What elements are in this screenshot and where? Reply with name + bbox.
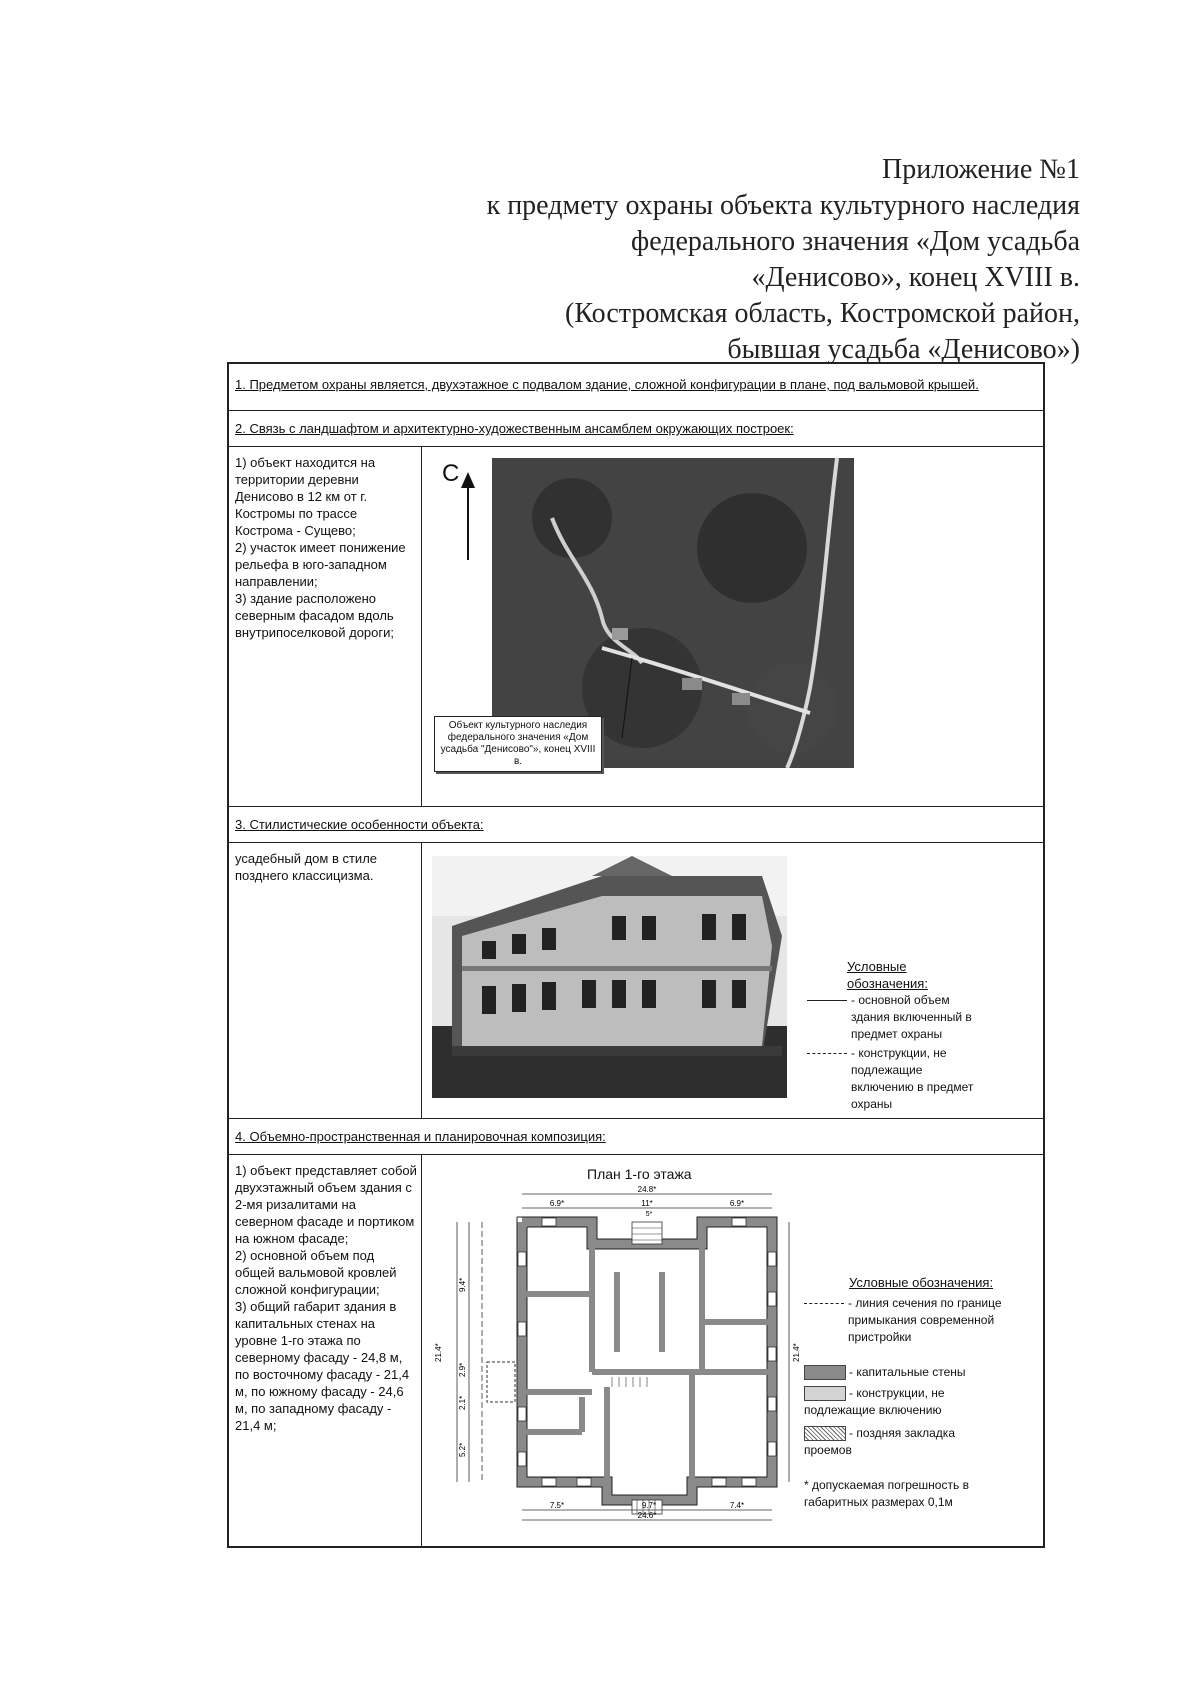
section-1-title: 1. Предметом охраны является, двухэтажное с подвалом здание, сложной конфигурации в плане, под вальмовой крышей. [235, 377, 979, 392]
dim-right-total: 21.4* [792, 1343, 801, 1362]
header-line: бывшая усадьба «Денисово») [727, 334, 1080, 365]
object-callout-text: Объект культурного наследия федерального значения «Дом усадьба "Денисово"», конец XVIII в. [440, 720, 596, 767]
tolerance-note: * допускаемая погрешность в габаритных размерах 0,1м [804, 1478, 969, 1509]
section-4-text: 1) объект представляет собой двухэтажный объем здания с 2-мя ризалитами на северном фасаде и портиком на южном фасаде; 2) основной объем под общей вальмовой кровлей сложной конфигурации; 3) общий габарит здания в капитальных стенах на уровне 1-го этажа по северному фасаду - 24,8 м, по восточному фасаду - 21,4 м, по южному фасаду - 24,6 м, по западному фасаду - 21,4 м; [235, 1163, 417, 1433]
dim-left-4: 5.2* [458, 1442, 467, 1457]
late-infill-swatch [804, 1426, 846, 1441]
legend-item-label: - основной объем здания включенный в предмет охраны [851, 993, 972, 1041]
not-included-swatch [804, 1386, 846, 1401]
legend-item-section-line [804, 1295, 1004, 1346]
section-line-swatch [804, 1303, 844, 1304]
section-3-legend [807, 958, 987, 1113]
capital-wall-swatch [804, 1365, 846, 1380]
legend-item-label: - конструкции, не подлежащие включению в предмет охраны [851, 1046, 974, 1111]
appendix-header [380, 152, 1080, 368]
section-2-title: 2. Связь с ландшафтом и архитектурно-художественным ансамблем окружающих построек: [235, 421, 794, 436]
north-label: С [442, 460, 460, 487]
header-line: федерального значения «Дом усадьба [631, 226, 1080, 257]
dim-left-1: 9.4* [458, 1277, 467, 1292]
header-line: «Денисово», конец XVIII в. [751, 262, 1080, 293]
dim-bottom-total: 24.6* [637, 1511, 657, 1520]
section-2-content [229, 446, 1043, 807]
legend-item-label: - линия сечения по границе примыкания современной пристройки [848, 1296, 1002, 1344]
legend-item-label: - поздняя закладка проемов [804, 1426, 955, 1457]
section-4-text-cell [229, 1154, 422, 1546]
section-4-title: 4. Объемно-пространственная и планировочная композиция: [235, 1129, 606, 1144]
section-3-content [229, 842, 1043, 1119]
section-2-text-cell [229, 446, 422, 806]
header-line: (Костромская область, Костромской район, [565, 298, 1080, 329]
legend-item-dashed [807, 1045, 987, 1113]
section-2-header [229, 410, 1043, 447]
dim-bottom-right: 7.4* [729, 1501, 745, 1510]
section-2-map-cell [422, 446, 1043, 806]
dim-top-left: 6.9* [549, 1199, 565, 1208]
legend-item-capital-walls [804, 1364, 1004, 1381]
dim-top-porch: 5* [645, 1211, 653, 1218]
header-line: Приложение №1 [882, 154, 1080, 185]
dim-top-total: 24.8* [637, 1185, 657, 1194]
legend-item-late-infill [804, 1425, 1004, 1459]
dim-top-mid: 11* [641, 1199, 653, 1208]
dim-left-total: 21.4* [434, 1343, 443, 1362]
legend-title: Условные обозначения: [847, 959, 928, 991]
section-3-title: 3. Стилистические особенности объекта: [235, 817, 484, 832]
legend-title: Условные обозначения: [849, 1275, 994, 1290]
section-1-row [229, 364, 1043, 411]
legend-item-label: - капитальные стены [849, 1365, 966, 1379]
dim-bottom-mid: 9.7* [641, 1501, 657, 1510]
object-callout [434, 716, 602, 772]
dim-left-2: 2.9* [458, 1362, 467, 1377]
section-3-photo-cell [422, 842, 1043, 1118]
dim-left-3: 2.1* [458, 1395, 467, 1410]
section-4-legend [804, 1274, 1004, 1511]
plan-title: План 1-го этажа [587, 1166, 692, 1182]
section-4-header [229, 1118, 1043, 1155]
dim-top-right: 6.9* [729, 1199, 745, 1208]
dashed-line-swatch [807, 1053, 847, 1054]
floor-plan-drawing [427, 1182, 812, 1522]
legend-item-solid [807, 992, 987, 1043]
protection-form-table [227, 362, 1045, 1548]
north-arrow-icon [458, 472, 478, 562]
section-4-content [229, 1154, 1043, 1546]
section-4-plan-cell [422, 1154, 1043, 1546]
legend-item-label: - конструкции, не подлежащие включению [804, 1386, 945, 1417]
section-3-text-cell [229, 842, 422, 1118]
dim-bottom-left: 7.5* [549, 1501, 565, 1510]
section-2-text: 1) объект находится на территории деревни Денисово в 12 км от г. Костромы по трассе Кострома - Сущево; 2) участок имеет понижение рельефа в юго-западном направлении; 3) здание расположено северным фасадом вдоль внутрипоселковой дороги; [235, 455, 406, 640]
legend-item-not-included [804, 1385, 1004, 1419]
building-photo [432, 856, 787, 1098]
solid-line-swatch [807, 1000, 847, 1001]
header-line: к предмету охраны объекта культурного наследия [486, 190, 1080, 221]
section-3-header [229, 806, 1043, 843]
section-3-text: усадебный дом в стиле позднего классицизма. [235, 851, 378, 883]
